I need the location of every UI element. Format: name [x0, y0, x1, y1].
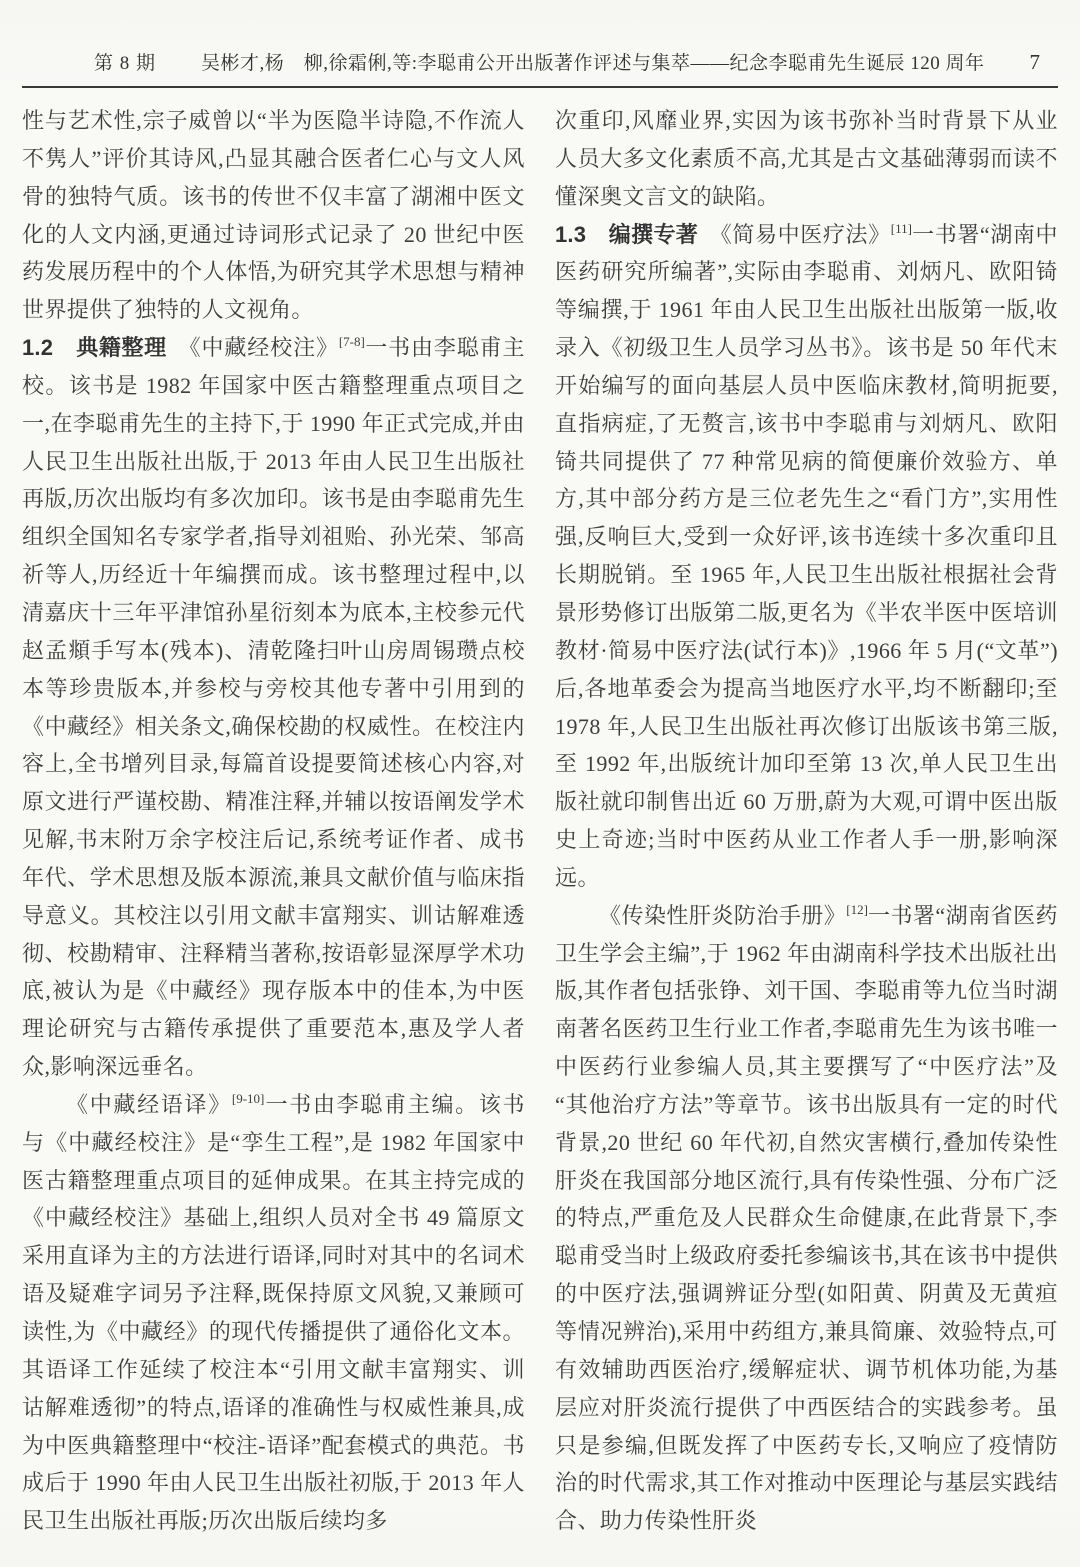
section-paragraph: [555, 216, 1058, 897]
text-run: 一书署“湖南中医药研究所编著”,实际由李聪甫、刘炳凡、欧阳锜等编撰,于 1961 年由人民卫生出版社出版第一版,收录入《初级卫生人员学习丛书》。该书是 50 年代末开始编写的面向基层人员中医临床教材,简明扼要,直指病症,了无赘言,该书中李聪甫与刘炳凡、欧阳锜共同提供了 77 种常见病的简便廉价效验方、单方,其中部分药方是三位老先生之“看门方”,实用性强,反响巨大,受到一众好评,该书连续十多次重印且长期脱销。至 1965 年,人民卫生出版社根据社会背景形势修订出版第二版,更名为《半农半医中医培训教材·简易中医疗法(试行本)》,1966 年 5 月(“文革”)后,各地革委会为提高当地医疗水平,均不断翻印;至 1978 年,人民卫生出版社再次修订出版该书第三版,至 1992 年,出版统计加印至第 13 次,单人民卫生出版社就印制售出近 60 万册,蔚为大观,可谓中医出版史上奇迹;当时中医药从业工作者人手一册,影响深远。: [555, 221, 1058, 890]
header-rule: [22, 86, 1058, 88]
issue-label: 第 8 期: [94, 53, 157, 74]
text-run: 一书由李聪甫主校。该书是 1982 年国家中医古籍整理重点项目之一,在李聪甫先生的主持下,于 1990 年正式完成,并由人民卫生出版社出版,于 2013 年由人民卫生出版社再版,历次出版均有多次加印。该书是由李聪甫先生组织全国知名专家学者,指导刘祖贻、孙光荣、邹高祈等人,历经近十年编撰而成。该书整理过程中,以清嘉庆十三年平津馆孙星衍刻本为底本,主校参元代赵孟頫手写本(残本)、清乾隆扫叶山房周锡瓒点校本等珍贵版本,并参校与旁校其他专著中引用到的《中藏经》相关条文,确保校勘的权威性。在校注内容上,全书增列目录,每篇首设提要简述核心内容,对原文进行严谨校勘、精准注释,并辅以按语阐发学术见解,书末附万余字校注后记,系统考证作者、成书年代、学术思想及版本源流,兼具文献价值与临床指导意义。其校注以引用文献丰富翔实、训诂解难透彻、校勘精审、注释精当著称,按语彰显深厚学术功底,被认为是《中藏经》现存版本中的佳本,为中医理论研究与古籍传承提供了重要范本,惠及学人者众,影响深远垂名。: [22, 335, 526, 1080]
left-column: [22, 102, 525, 1540]
text-run: 《简易中医疗法》: [698, 221, 891, 247]
text-run: 《传染性肝炎防治手册》: [599, 902, 847, 928]
citation-ref: [11]: [890, 220, 912, 236]
citation-ref: [12]: [846, 901, 868, 917]
body-paragraph: [22, 102, 525, 329]
text-run: 一书署“湖南省医药卫生学会主编”,于 1962 年由湖南科学技术出版社出版,其作者包括张铮、刘干国、李聪甫等九位当时湖南著名医药卫生行业工作者,李聪甫先生为该书唯一中医药行业参编人员,其主要撰写了“中医疗法”及“其他治疗方法”等章节。该书出版具有一定的时代背景,20 世纪 60 年代初,自然灾害横行,叠加传染性肝炎在我国部分地区流行,具有传染性强、分布广泛的特点,严重危及人民群众生命健康,在此背景下,李聪甫受当时上级政府委托参编该书,其在该书中提供的中医疗法,强调辨证分型(如阳黄、阴黄及无黄疸等情况辨治),采用中药组方,兼具简廉、效验特点,可有效辅助西医治疗,缓解症状、调节机体功能,为基层应对肝炎流行提供了中西医结合的实践参考。虽只是参编,但既发挥了中医药专长,又响应了疫情防治的时代需求,其工作对推动中医理论与基层实践结合、助力传染性肝炎: [555, 902, 1058, 1534]
running-title: 吴彬才,杨 柳,徐霜俐,等:李聪甫公开出版著作评述与集萃——纪念李聪甫先生诞辰 120 周年: [200, 53, 985, 74]
text-run: 性与艺术性,宗子威曾以“半为医隐半诗隐,不作流人不隽人”评价其诗风,凸显其融合医者仁心与文人风骨的独特气质。该书的传世不仅丰富了湖湘中医文化的人文内涵,更通过诗词形式记录了 20 世纪中医药发展历程中的个人体悟,为研究其学术思想与精神世界提供了独特的人文视角。: [22, 108, 525, 323]
text-run: 《中藏经校注》: [166, 335, 339, 361]
text-run: 一书由李聪甫主编。该书与《中藏经校注》是“孪生工程”,是 1982 年国家中医古籍整理重点项目的延伸成果。在其主持完成的《中藏经校注》基础上,组织人员对全书 49 篇原文采用直译为主的方法进行语译,同时对其中的名词术语及疑难字词另予注释,既保持原文风貌,又兼顾可读性,为《中藏经》的现代传播提供了通俗化文本。其语译工作延续了校注本“引用文献丰富翔实、训诂解难透彻”的特点,语译的准确性与权威性兼具,成为中医典籍整理中“校注-语译”配套模式的典范。书成后于 1990 年由人民卫生出版社初版,于 2013 年人民卫生出版社再版;历次出版后续均多: [22, 1091, 526, 1534]
section-heading: 1.2 典籍整理: [22, 335, 167, 361]
text-run: 《中藏经语译》: [66, 1091, 232, 1117]
page-number: 7: [1029, 50, 1040, 74]
page-header: [22, 48, 1058, 75]
right-column: [555, 102, 1058, 1540]
body-paragraph: [555, 897, 1058, 1540]
text-columns: [22, 102, 1058, 1540]
section-paragraph: [22, 329, 525, 1086]
citation-ref: [7-8]: [338, 334, 365, 350]
text-run: 次重印,风靡业界,实因为该书弥补当时背景下从业人员大多文化素质不高,尤其是古文基础薄弱而读不懂深奥文言文的缺陷。: [555, 108, 1058, 209]
body-paragraph: [555, 102, 1058, 216]
citation-ref: [9-10]: [231, 1090, 265, 1106]
section-heading: 1.3 编撰专著: [555, 221, 699, 247]
body-paragraph: [22, 1086, 525, 1540]
